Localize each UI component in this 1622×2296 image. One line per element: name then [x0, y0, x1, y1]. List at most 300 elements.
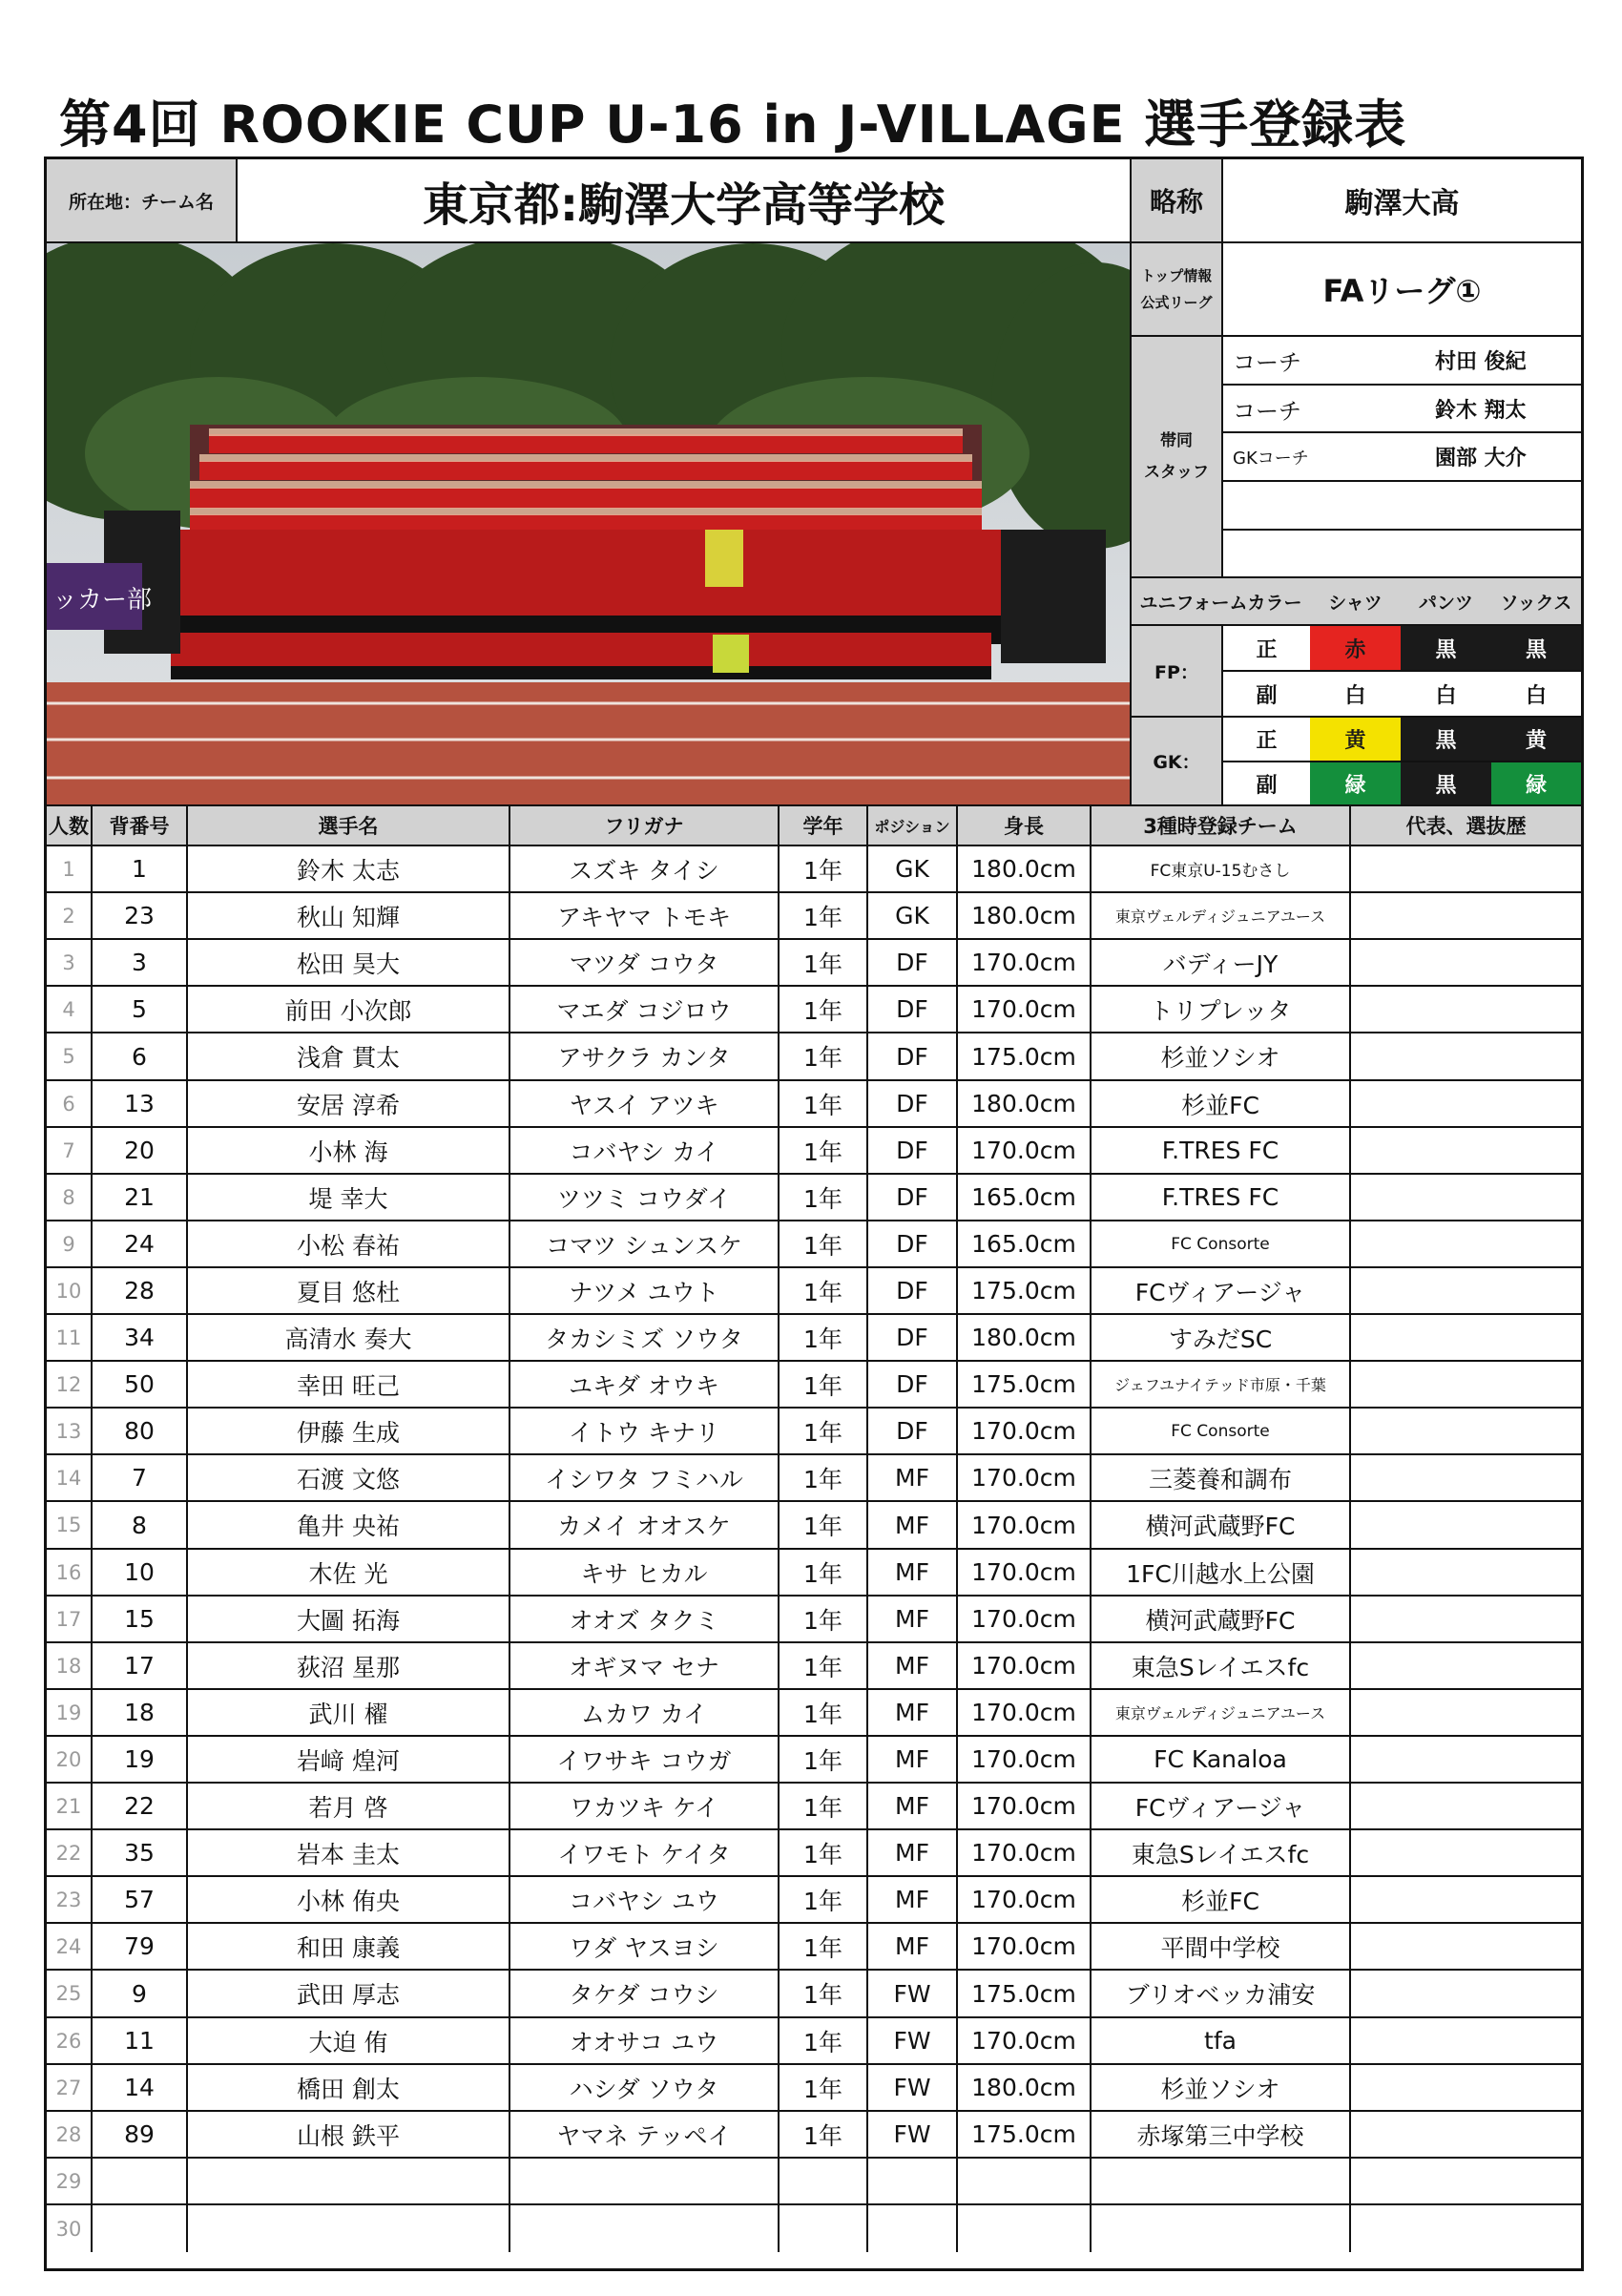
league-value: FAリーグ①: [1223, 243, 1581, 337]
staff-name-1: 村田 俊紀: [1397, 337, 1581, 386]
row-index: 7: [47, 1128, 93, 1175]
uniform-fp-secondary-shirt: 白: [1310, 672, 1401, 718]
player-position: FW: [868, 1971, 958, 2018]
player-name: 小林 海: [188, 1128, 510, 1175]
row-index: 20: [47, 1737, 93, 1784]
location-label: 所在地：チーム名: [47, 159, 238, 243]
row-index: 22: [47, 1830, 93, 1877]
previous-team: 東急Sレイエスfc: [1092, 1830, 1351, 1877]
player-grade: 1年: [780, 1643, 868, 1690]
previous-team: FC Consorte: [1092, 1409, 1351, 1455]
player-height: 170.0cm: [958, 1502, 1092, 1550]
representative-history: [1351, 1690, 1581, 1737]
previous-team: FC Consorte: [1092, 1221, 1351, 1268]
previous-team: [1092, 2205, 1351, 2252]
representative-history: [1351, 1502, 1581, 1550]
uniform-gk-primary-socks: 黄: [1491, 718, 1581, 762]
uniform-fp-secondary-socks: 白: [1491, 672, 1581, 718]
player-height: 180.0cm: [958, 1315, 1092, 1362]
representative-history: [1351, 1081, 1581, 1128]
row-index: 6: [47, 1081, 93, 1128]
jersey-number: 80: [93, 1409, 188, 1455]
row-index: 21: [47, 1784, 93, 1830]
player-position: DF: [868, 1268, 958, 1315]
player-position: GK: [868, 846, 958, 893]
player-height: 175.0cm: [958, 1362, 1092, 1409]
player-position: FW: [868, 2018, 958, 2065]
player-grade: 1年: [780, 1081, 868, 1128]
player-kana: イシワタ フミハル: [510, 1455, 780, 1502]
player-position: DF: [868, 1221, 958, 1268]
uniform-fp-secondary-kind: 副: [1223, 672, 1310, 718]
player-height: 170.0cm: [958, 1128, 1092, 1175]
player-grade: [780, 2205, 868, 2252]
player-name: 伊藤 生成: [188, 1409, 510, 1455]
school-name: 東京都:駒澤大学高等学校: [238, 159, 1132, 243]
player-position: DF: [868, 1175, 958, 1221]
previous-team: tfa: [1092, 2018, 1351, 2065]
player-name: 大圖 拓海: [188, 1597, 510, 1643]
player-kana: アサクラ カンタ: [510, 1033, 780, 1081]
player-kana: イワモト ケイタ: [510, 1830, 780, 1877]
player-kana: イワサキ コウガ: [510, 1737, 780, 1784]
player-kana: イトウ キナリ: [510, 1409, 780, 1455]
representative-history: [1351, 1409, 1581, 1455]
player-grade: 1年: [780, 893, 868, 940]
row-index: 5: [47, 1033, 93, 1081]
player-height: 170.0cm: [958, 2018, 1092, 2065]
player-kana: マエダ コジロウ: [510, 987, 780, 1033]
player-name: 松田 昊大: [188, 940, 510, 987]
staff-label: [1132, 337, 1223, 578]
uniform-gk-label: GK：: [1132, 718, 1223, 806]
player-grade: 1年: [780, 1315, 868, 1362]
player-height: 175.0cm: [958, 1033, 1092, 1081]
player-height: 175.0cm: [958, 2112, 1092, 2159]
league-label-bottom: 公式リーグ: [1140, 294, 1213, 311]
player-grade: 1年: [780, 1690, 868, 1737]
uniform-fp-primary-shirt: 赤: [1310, 626, 1401, 672]
player-position: GK: [868, 893, 958, 940]
jersey-number: 28: [93, 1268, 188, 1315]
league-label-top: トップ情報: [1140, 266, 1213, 284]
jersey-number: 10: [93, 1550, 188, 1597]
roster-header-team: 3種時登録チーム: [1092, 806, 1351, 846]
team-photo: [47, 243, 1132, 806]
player-kana: スズキ タイシ: [510, 846, 780, 893]
player-position: DF: [868, 987, 958, 1033]
representative-history: [1351, 1784, 1581, 1830]
staff-label-2: スタッフ: [1144, 462, 1209, 482]
representative-history: [1351, 1737, 1581, 1784]
jersey-number: 3: [93, 940, 188, 987]
player-grade: 1年: [780, 1455, 868, 1502]
player-height: 170.0cm: [958, 1784, 1092, 1830]
uniform-fp-secondary-pants: 白: [1401, 672, 1491, 718]
previous-team: FCヴィアージャ: [1092, 1784, 1351, 1830]
player-name: 武川 櫂: [188, 1690, 510, 1737]
player-grade: 1年: [780, 1971, 868, 2018]
previous-team: 杉並FC: [1092, 1877, 1351, 1924]
representative-history: [1351, 846, 1581, 893]
row-index: 26: [47, 2018, 93, 2065]
previous-team: 赤塚第三中学校: [1092, 2112, 1351, 2159]
uniform-label: ユニフォームカラー: [1132, 578, 1310, 626]
player-name: 武田 厚志: [188, 1971, 510, 2018]
previous-team: 杉並ソシオ: [1092, 1033, 1351, 1081]
previous-team: 横河武蔵野FC: [1092, 1597, 1351, 1643]
player-kana: ハシダ ソウタ: [510, 2065, 780, 2112]
player-grade: 1年: [780, 1033, 868, 1081]
representative-history: [1351, 2065, 1581, 2112]
representative-history: [1351, 1033, 1581, 1081]
player-kana: タカシミズ ソウタ: [510, 1315, 780, 1362]
player-kana: コマツ シュンスケ: [510, 1221, 780, 1268]
representative-history: [1351, 1971, 1581, 2018]
previous-team: トリプレッタ: [1092, 987, 1351, 1033]
jersey-number: 34: [93, 1315, 188, 1362]
row-index: 15: [47, 1502, 93, 1550]
player-name: [188, 2159, 510, 2205]
jersey-number: 23: [93, 893, 188, 940]
jersey-number: 79: [93, 1924, 188, 1971]
player-name: 安居 淳希: [188, 1081, 510, 1128]
player-height: [958, 2205, 1092, 2252]
player-position: MF: [868, 1690, 958, 1737]
jersey-number: 14: [93, 2065, 188, 2112]
representative-history: [1351, 1597, 1581, 1643]
player-height: 175.0cm: [958, 1971, 1092, 2018]
player-kana: ヤスイ アツキ: [510, 1081, 780, 1128]
previous-team: FC Kanaloa: [1092, 1737, 1351, 1784]
player-name: 小松 春祐: [188, 1221, 510, 1268]
player-name: 若月 啓: [188, 1784, 510, 1830]
player-kana: オオサコ ユウ: [510, 2018, 780, 2065]
player-grade: 1年: [780, 1409, 868, 1455]
player-kana: ワカツキ ケイ: [510, 1784, 780, 1830]
player-name: 橋田 創太: [188, 2065, 510, 2112]
player-height: [958, 2159, 1092, 2205]
staff-name-3: 園部 大介: [1397, 433, 1581, 482]
player-position: MF: [868, 1877, 958, 1924]
jersey-number: [93, 2205, 188, 2252]
previous-team: FCヴィアージャ: [1092, 1268, 1351, 1315]
uniform-gk-primary-pants: 黒: [1401, 718, 1491, 762]
row-index: 10: [47, 1268, 93, 1315]
player-grade: 1年: [780, 1175, 868, 1221]
previous-team: [1092, 2159, 1351, 2205]
representative-history: [1351, 1924, 1581, 1971]
staff-row-5: [1223, 531, 1581, 578]
player-height: 165.0cm: [958, 1221, 1092, 1268]
staff-role-2: コーチ: [1223, 386, 1397, 433]
abbr-value: 駒澤大高: [1223, 159, 1581, 243]
player-grade: 1年: [780, 1128, 868, 1175]
uniform-fp-label: FP：: [1132, 626, 1223, 718]
row-index: 1: [47, 846, 93, 893]
row-index: 23: [47, 1877, 93, 1924]
row-index: 30: [47, 2205, 93, 2252]
banner-text: ッカー部: [52, 586, 153, 615]
uniform-gk-secondary-socks: 緑: [1491, 762, 1581, 806]
previous-team: 東京ヴェルディジュニアユース: [1092, 1690, 1351, 1737]
row-index: 14: [47, 1455, 93, 1502]
player-grade: 1年: [780, 1550, 868, 1597]
player-position: MF: [868, 1597, 958, 1643]
player-grade: 1年: [780, 1221, 868, 1268]
player-height: 170.0cm: [958, 1924, 1092, 1971]
row-index: 16: [47, 1550, 93, 1597]
representative-history: [1351, 1268, 1581, 1315]
jersey-number: 89: [93, 2112, 188, 2159]
player-name: 浅倉 貫太: [188, 1033, 510, 1081]
jersey-number: 19: [93, 1737, 188, 1784]
player-name: 高清水 奏大: [188, 1315, 510, 1362]
team-photo-image: [47, 243, 1130, 804]
player-height: 170.0cm: [958, 987, 1092, 1033]
roster-header-representative: 代表、選抜歴: [1351, 806, 1581, 846]
player-grade: [780, 2159, 868, 2205]
roster-header-position: ポジション: [868, 806, 958, 846]
uniform-gk-secondary-kind: 副: [1223, 762, 1310, 806]
previous-team: FC東京U-15むさし: [1092, 846, 1351, 893]
player-name: 堤 幸大: [188, 1175, 510, 1221]
representative-history: [1351, 1550, 1581, 1597]
staff-role-3: GKコーチ: [1223, 433, 1397, 482]
player-name: 岩本 圭太: [188, 1830, 510, 1877]
row-index: 19: [47, 1690, 93, 1737]
jersey-number: 5: [93, 987, 188, 1033]
player-kana: コバヤシ カイ: [510, 1128, 780, 1175]
player-position: DF: [868, 1081, 958, 1128]
representative-history: [1351, 1877, 1581, 1924]
player-height: 165.0cm: [958, 1175, 1092, 1221]
roster-header-kana: フリガナ: [510, 806, 780, 846]
player-grade: 1年: [780, 1597, 868, 1643]
player-grade: 1年: [780, 846, 868, 893]
player-kana: [510, 2205, 780, 2252]
player-height: 180.0cm: [958, 2065, 1092, 2112]
player-name: 夏目 悠杜: [188, 1268, 510, 1315]
previous-team: F.TRES FC: [1092, 1128, 1351, 1175]
row-index: 9: [47, 1221, 93, 1268]
player-height: 170.0cm: [958, 1597, 1092, 1643]
player-name: 前田 小次郎: [188, 987, 510, 1033]
player-position: MF: [868, 1924, 958, 1971]
uniform-gk-secondary-pants: 黒: [1401, 762, 1491, 806]
jersey-number: 7: [93, 1455, 188, 1502]
player-grade: 1年: [780, 1830, 868, 1877]
player-grade: 1年: [780, 1268, 868, 1315]
jersey-number: [93, 2159, 188, 2205]
player-name: 山根 鉄平: [188, 2112, 510, 2159]
jersey-number: 22: [93, 1784, 188, 1830]
player-kana: コバヤシ ユウ: [510, 1877, 780, 1924]
uniform-fp-primary-pants: 黒: [1401, 626, 1491, 672]
player-grade: 1年: [780, 1362, 868, 1409]
player-height: 170.0cm: [958, 1690, 1092, 1737]
representative-history: [1351, 1643, 1581, 1690]
previous-team: 東京ヴェルディジュニアユース: [1092, 893, 1351, 940]
staff-row-4: [1223, 482, 1581, 531]
player-grade: 1年: [780, 2112, 868, 2159]
jersey-number: 1: [93, 846, 188, 893]
player-grade: 1年: [780, 1877, 868, 1924]
representative-history: [1351, 1175, 1581, 1221]
player-name: [188, 2205, 510, 2252]
player-position: DF: [868, 940, 958, 987]
previous-team: 横河武蔵野FC: [1092, 1502, 1351, 1550]
player-grade: 1年: [780, 1502, 868, 1550]
roster-header-grade: 学年: [780, 806, 868, 846]
player-position: DF: [868, 1033, 958, 1081]
representative-history: [1351, 2018, 1581, 2065]
player-name: 秋山 知輝: [188, 893, 510, 940]
jersey-number: 18: [93, 1690, 188, 1737]
jersey-number: 50: [93, 1362, 188, 1409]
abbr-label: 略称: [1132, 159, 1223, 243]
player-height: 170.0cm: [958, 940, 1092, 987]
previous-team: 平間中学校: [1092, 1924, 1351, 1971]
player-position: DF: [868, 1362, 958, 1409]
representative-history: [1351, 2205, 1581, 2252]
representative-history: [1351, 1362, 1581, 1409]
uniform-col-pants: パンツ: [1401, 578, 1491, 626]
row-index: 24: [47, 1924, 93, 1971]
representative-history: [1351, 893, 1581, 940]
player-name: 小林 侑央: [188, 1877, 510, 1924]
row-index: 27: [47, 2065, 93, 2112]
row-index: 28: [47, 2112, 93, 2159]
previous-team: F.TRES FC: [1092, 1175, 1351, 1221]
row-index: 2: [47, 893, 93, 940]
player-grade: 1年: [780, 987, 868, 1033]
jersey-number: 11: [93, 2018, 188, 2065]
previous-team: 東急Sレイエスfc: [1092, 1643, 1351, 1690]
player-height: 180.0cm: [958, 893, 1092, 940]
roster-header-height: 身長: [958, 806, 1092, 846]
player-kana: ツツミ コウダイ: [510, 1175, 780, 1221]
representative-history: [1351, 1830, 1581, 1877]
representative-history: [1351, 940, 1581, 987]
player-grade: 1年: [780, 1924, 868, 1971]
player-height: 175.0cm: [958, 1268, 1092, 1315]
representative-history: [1351, 2159, 1581, 2205]
player-grade: 1年: [780, 940, 868, 987]
row-index: 4: [47, 987, 93, 1033]
roster-header-number: 背番号: [93, 806, 188, 846]
player-position: [868, 2159, 958, 2205]
previous-team: ブリオベッカ浦安: [1092, 1971, 1351, 2018]
player-height: 170.0cm: [958, 1830, 1092, 1877]
player-grade: 1年: [780, 2065, 868, 2112]
player-height: 170.0cm: [958, 1455, 1092, 1502]
player-kana: アキヤマ トモキ: [510, 893, 780, 940]
player-height: 170.0cm: [958, 1550, 1092, 1597]
uniform-col-shirt: シャツ: [1310, 578, 1401, 626]
row-index: 11: [47, 1315, 93, 1362]
uniform-fp-primary-kind: 正: [1223, 626, 1310, 672]
player-position: [868, 2205, 958, 2252]
player-position: DF: [868, 1128, 958, 1175]
jersey-number: 6: [93, 1033, 188, 1081]
row-index: 3: [47, 940, 93, 987]
row-index: 12: [47, 1362, 93, 1409]
row-index: 17: [47, 1597, 93, 1643]
uniform-gk-secondary-shirt: 緑: [1310, 762, 1401, 806]
previous-team: 三菱養和調布: [1092, 1455, 1351, 1502]
player-height: 170.0cm: [958, 1643, 1092, 1690]
jersey-number: 9: [93, 1971, 188, 2018]
player-height: 170.0cm: [958, 1877, 1092, 1924]
registration-form: [44, 157, 1584, 2271]
player-position: DF: [868, 1315, 958, 1362]
player-position: MF: [868, 1502, 958, 1550]
player-position: FW: [868, 2065, 958, 2112]
staff-role-1: コーチ: [1223, 337, 1397, 386]
player-position: FW: [868, 2112, 958, 2159]
previous-team: ジェフユナイテッド市原・千葉: [1092, 1362, 1351, 1409]
representative-history: [1351, 2112, 1581, 2159]
player-name: 鈴木 太志: [188, 846, 510, 893]
previous-team: 杉並FC: [1092, 1081, 1351, 1128]
player-name: 石渡 文悠: [188, 1455, 510, 1502]
representative-history: [1351, 1455, 1581, 1502]
player-kana: タケダ コウシ: [510, 1971, 780, 2018]
representative-history: [1351, 1315, 1581, 1362]
player-height: 180.0cm: [958, 1081, 1092, 1128]
staff-label-1: 帯同: [1160, 431, 1193, 451]
player-name: 岩﨑 煌河: [188, 1737, 510, 1784]
roster-header-count: 人数: [47, 806, 93, 846]
row-index: 13: [47, 1409, 93, 1455]
player-kana: ナツメ ユウト: [510, 1268, 780, 1315]
player-position: MF: [868, 1830, 958, 1877]
player-kana: ワダ ヤスヨシ: [510, 1924, 780, 1971]
staff-name-2: 鈴木 翔太: [1397, 386, 1581, 433]
league-label: [1132, 243, 1223, 337]
jersey-number: 20: [93, 1128, 188, 1175]
player-position: MF: [868, 1455, 958, 1502]
player-position: MF: [868, 1643, 958, 1690]
jersey-number: 17: [93, 1643, 188, 1690]
player-name: 幸田 旺己: [188, 1362, 510, 1409]
player-grade: 1年: [780, 1784, 868, 1830]
previous-team: すみだSC: [1092, 1315, 1351, 1362]
player-name: 和田 康義: [188, 1924, 510, 1971]
uniform-fp-primary-socks: 黒: [1491, 626, 1581, 672]
player-grade: 1年: [780, 1737, 868, 1784]
player-name: 木佐 光: [188, 1550, 510, 1597]
jersey-number: 57: [93, 1877, 188, 1924]
jersey-number: 35: [93, 1830, 188, 1877]
player-position: MF: [868, 1784, 958, 1830]
player-kana: カメイ オオスケ: [510, 1502, 780, 1550]
player-kana: ユキダ オウキ: [510, 1362, 780, 1409]
jersey-number: 24: [93, 1221, 188, 1268]
row-index: 25: [47, 1971, 93, 2018]
player-kana: オオズ タクミ: [510, 1597, 780, 1643]
player-height: 170.0cm: [958, 1737, 1092, 1784]
uniform-gk-primary-kind: 正: [1223, 718, 1310, 762]
player-name: 大迫 侑: [188, 2018, 510, 2065]
roster-header-name: 選手名: [188, 806, 510, 846]
player-name: 荻沼 星那: [188, 1643, 510, 1690]
player-position: DF: [868, 1409, 958, 1455]
uniform-gk-primary-shirt: 黄: [1310, 718, 1401, 762]
representative-history: [1351, 1221, 1581, 1268]
player-kana: オギヌマ セナ: [510, 1643, 780, 1690]
